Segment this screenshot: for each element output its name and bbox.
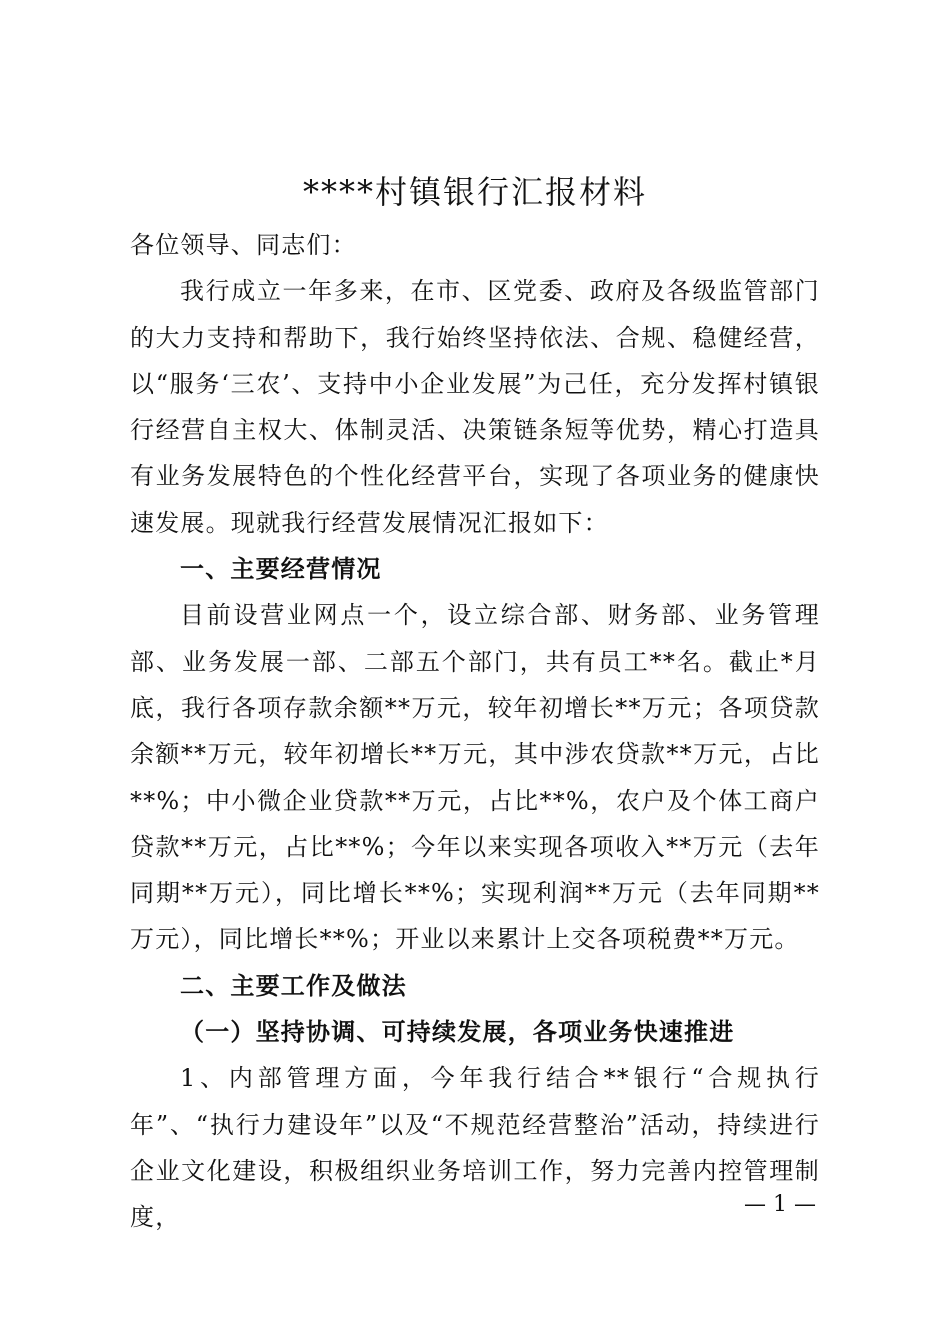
intro-paragraph: 我行成立一年多来，在市、区党委、政府及各级监管部门的大力支持和帮助下，我行始终坚持依法、合规、稳健经营，以“服务‘三农’、支持中小企业发展”为己任，充分发挥村镇银行经营自主权大、体制灵活、决策链条短等优势，精心打造具有业务发展特色的个性化经营平台，实现了各项业务的健康快速发展。现就我行经营发展情况汇报如下：: [130, 277, 820, 537]
page-number: — 1 —: [744, 1192, 816, 1217]
section2-heading: 二、主要工作及做法: [180, 970, 407, 1000]
section1-heading: 一、主要经营情况: [180, 554, 382, 584]
subsection1-heading: （一）坚持协调、可持续发展，各项业务快速推进: [180, 1017, 735, 1047]
section1-paragraph: 目前设营业网点一个，设立综合部、财务部、业务管理部、业务发展一部、二部五个部门，共有员工**名。截止*月底，我行各项存款余额**万元，较年初增长**万元；各项贷款余额**万元，较年初增长**万元，其中涉农贷款**万元，占比**%；中小微企业贷款**万元，占比**%，农户及个体工商户贷款**万元，占比**%；今年以来实现各项收入**万元（去年同期**万元），同比增长**%；实现利润**万元（去年同期**万元），同比增长**%；开业以来累计上交各项税费**万元。: [130, 601, 820, 954]
document-title: ****村镇银行汇报材料: [302, 173, 647, 211]
document-body: [130, 222, 820, 1241]
item1-paragraph: 1、内部管理方面，今年我行结合**银行“合规执行年”、“执行力建设年”以及“不规范经营整治”活动，持续进行企业文化建设，积极组织业务培训工作，努力完善内控管理制度，: [130, 1064, 820, 1232]
salutation: 各位领导、同志们：: [130, 231, 357, 259]
